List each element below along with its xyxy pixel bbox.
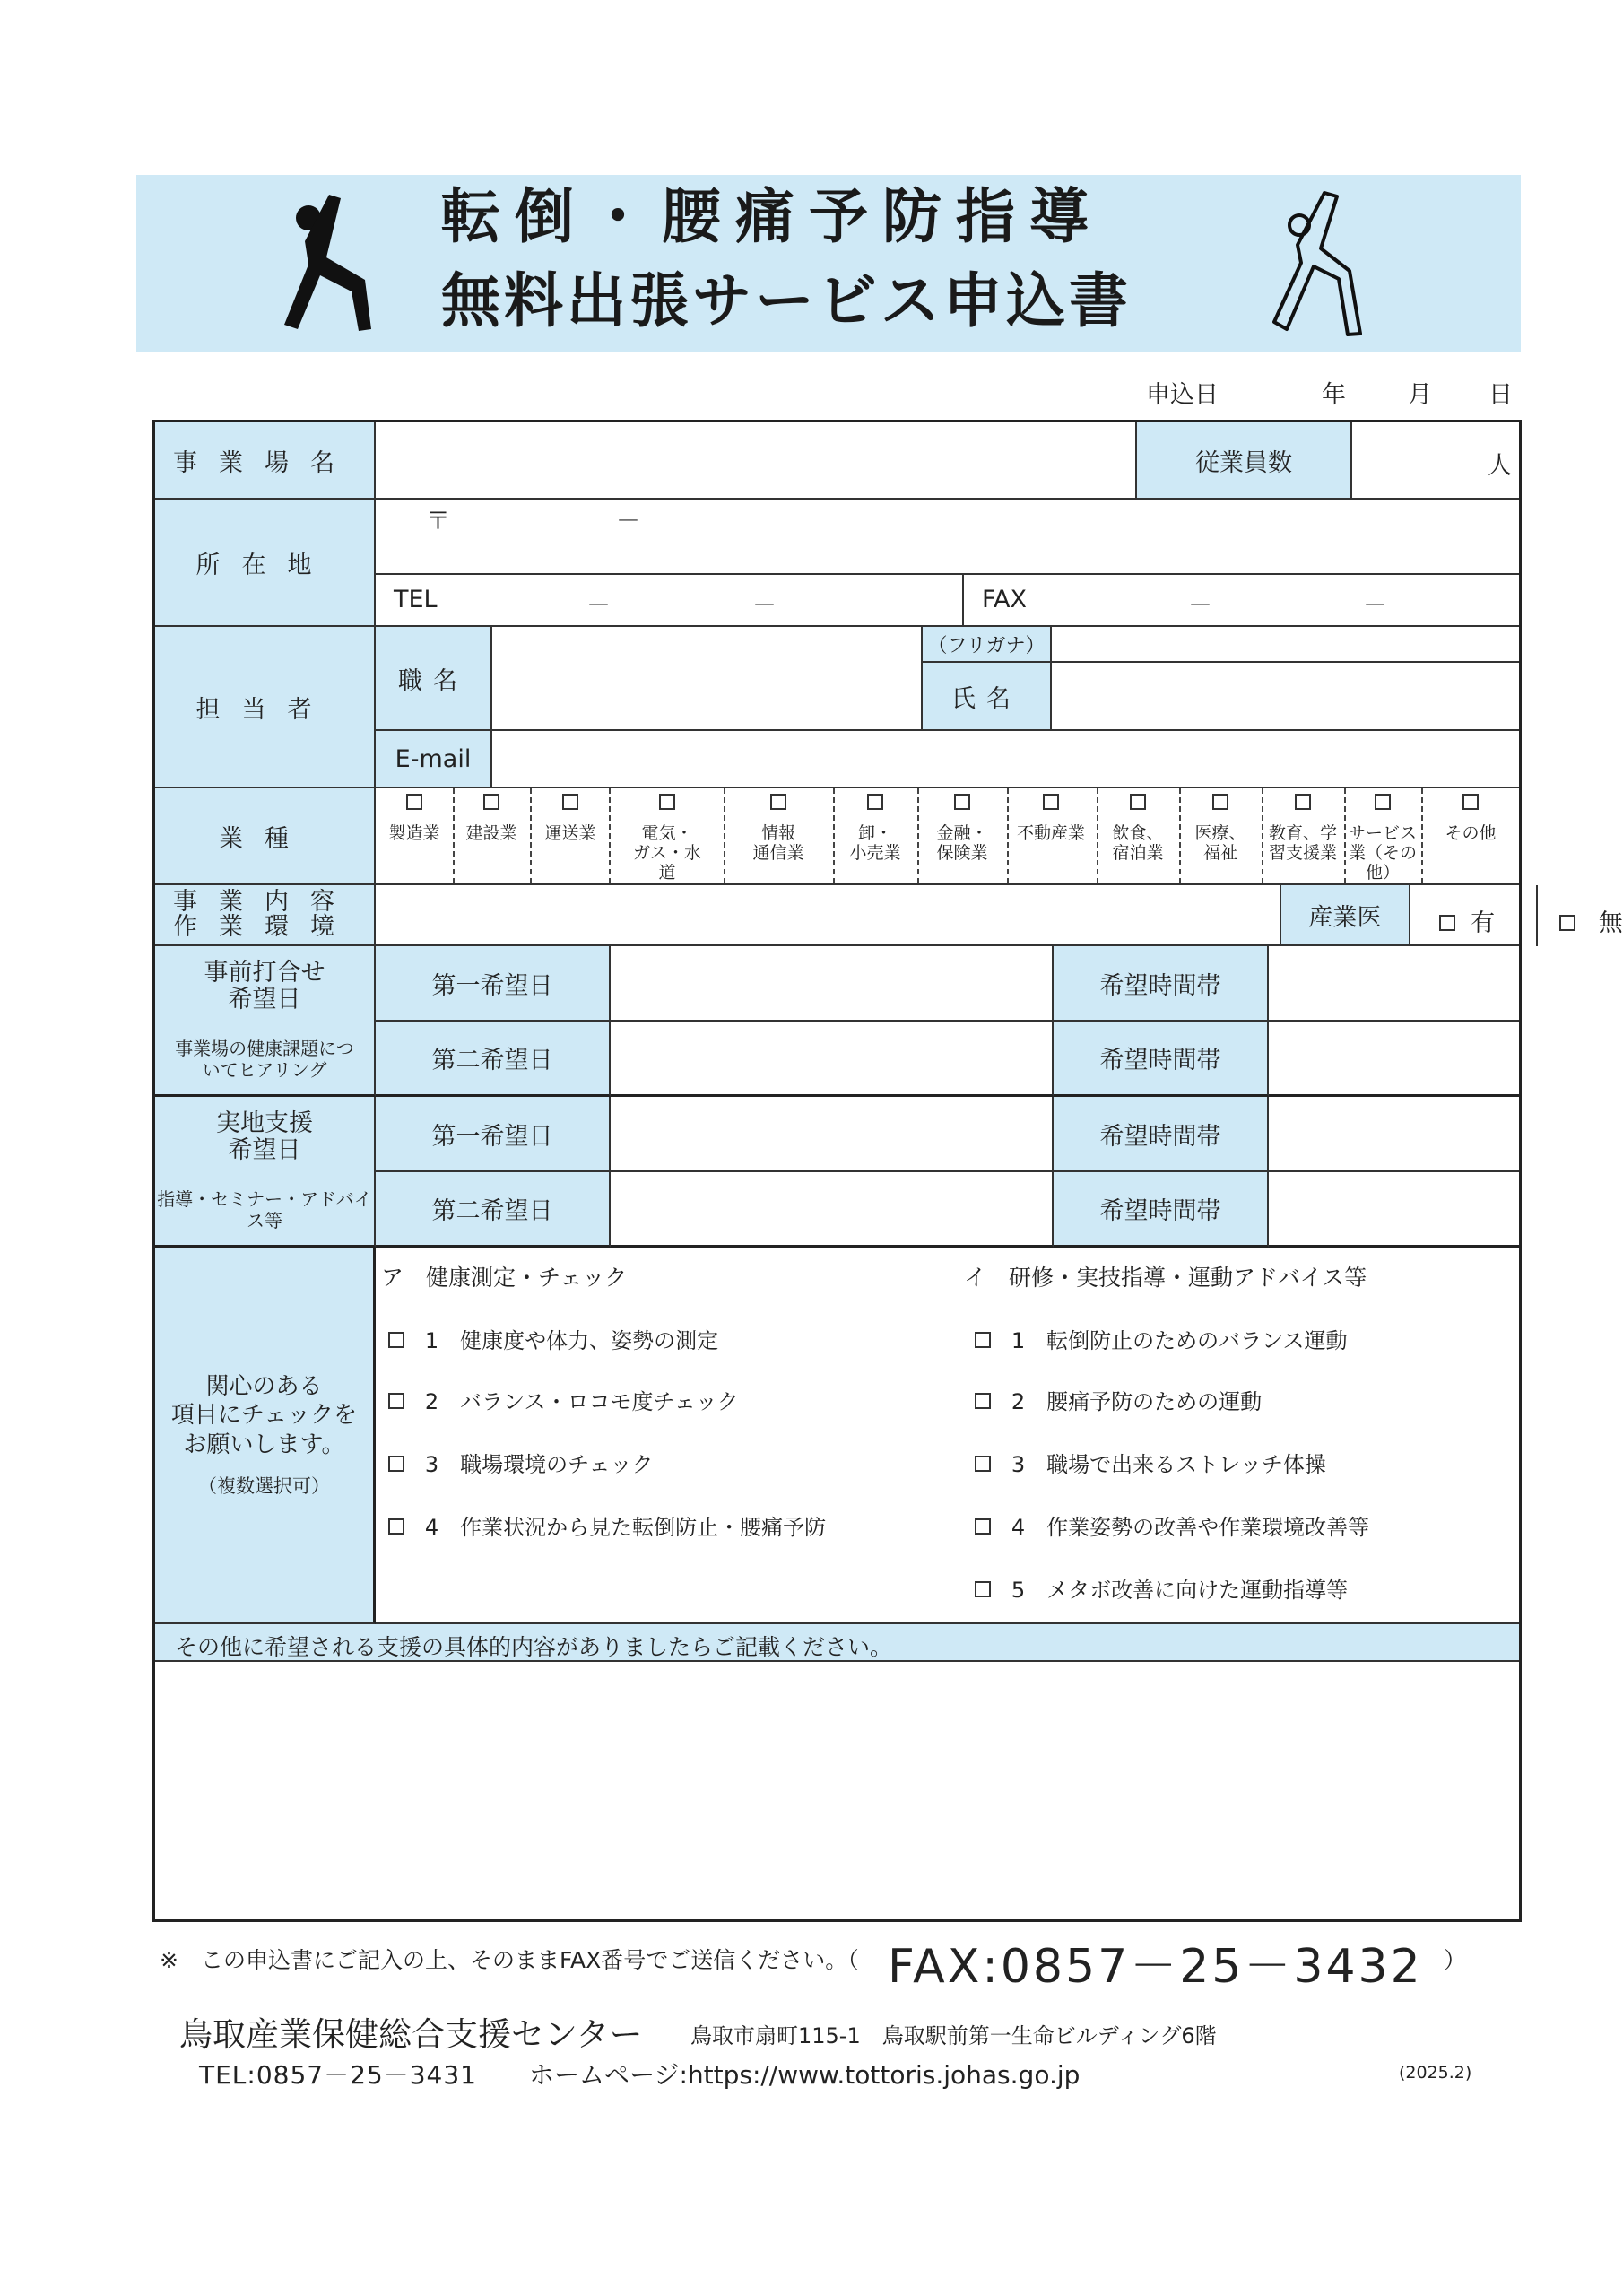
interest-items-area	[376, 1248, 1519, 1624]
pre-meeting-first-choice-label: 第一希望日	[376, 946, 611, 1022]
checkbox[interactable]	[867, 794, 883, 810]
industry-option-medical[interactable]: 医療、 福祉	[1180, 794, 1261, 864]
checkbox[interactable]	[388, 1332, 404, 1348]
other-request-header: その他に希望される支援の具体的内容がありましたらご記載ください。	[155, 1624, 1519, 1662]
industry-option-construction[interactable]: 建設業	[451, 794, 532, 844]
group-b-item-1[interactable]: 1 転倒防止のためのバランス運動	[975, 1323, 1347, 1354]
tel-dash-2: －	[752, 592, 777, 620]
contact-person-label: 担当者	[155, 627, 376, 788]
business-content-label: 事業内容 作業環境	[155, 885, 376, 946]
onsite-second-time-field[interactable]	[1269, 1172, 1519, 1248]
industry-option-utilities[interactable]: 電気・ ガス・水道	[627, 794, 707, 883]
industrial-doctor-label: 産業医	[1281, 885, 1410, 946]
pre-meeting-first-time-field[interactable]	[1269, 946, 1519, 1022]
industry-option-finance[interactable]: 金融・ 保険業	[922, 794, 1002, 864]
pre-meeting-second-time-label: 希望時間帯	[1054, 1022, 1269, 1097]
organization-name: 鳥取産業保健総合支援センター	[179, 2015, 643, 2054]
checkbox[interactable]	[388, 1518, 404, 1535]
industry-option-other[interactable]: その他	[1430, 794, 1511, 844]
group-b-item-4[interactable]: 4 作業姿勢の改善や作業環境改善等	[975, 1509, 1369, 1541]
group-b-item-3[interactable]: 3 職場で出来るストレッチ体操	[975, 1447, 1326, 1478]
checkbox[interactable]	[1559, 915, 1575, 931]
onsite-second-time-label: 希望時間帯	[1054, 1172, 1269, 1248]
title-banner	[136, 175, 1521, 352]
industry-option-hospitality[interactable]: 飲食、 宿泊業	[1098, 794, 1178, 864]
date-month-label: 月	[1408, 381, 1432, 409]
checkbox[interactable]	[975, 1581, 991, 1597]
group-a-item-3[interactable]: 3 職場環境のチェック	[388, 1447, 653, 1478]
postal-dash: －	[616, 508, 640, 535]
date-year-label: 年	[1322, 381, 1346, 409]
checkbox[interactable]	[659, 794, 675, 810]
application-date-label: 申込日	[1146, 381, 1219, 409]
group-a-item-4[interactable]: 4 作業状況から見た転倒防止・腰痛予防	[388, 1509, 826, 1541]
fax-number: FAX:0857－25－3432	[888, 1940, 1423, 1994]
employees-field[interactable]	[1352, 422, 1519, 500]
fax-field[interactable]	[964, 575, 1519, 627]
onsite-second-choice-label: 第二希望日	[376, 1172, 611, 1248]
checkbox[interactable]	[975, 1518, 991, 1535]
organization-address: 鳥取市扇町115-1 鳥取駅前第一生命ビルディング6階	[690, 2023, 1217, 2048]
checkbox[interactable]	[1212, 794, 1228, 810]
industry-option-information[interactable]: 情報 通信業	[738, 794, 819, 864]
group-a-item-1[interactable]: 1 健康度や体力、姿勢の測定	[388, 1323, 718, 1354]
checkbox[interactable]	[770, 794, 786, 810]
industry-option-transport[interactable]: 運送業	[530, 794, 611, 844]
furigana-label: （フリガナ）	[923, 627, 1052, 663]
pre-meeting-first-choice-field[interactable]	[611, 946, 1054, 1022]
tel-dash-1: －	[586, 592, 611, 620]
organization-tel: TEL:0857－25－3431	[199, 2060, 477, 2090]
business-name-field[interactable]	[376, 422, 1137, 500]
industry-option-education[interactable]: 教育、学 習支援業	[1263, 794, 1343, 864]
pre-meeting-label: 事前打合せ 希望日 事業場の健康課題につ いてヒアリング	[155, 946, 376, 1097]
checkbox[interactable]	[975, 1456, 991, 1472]
furigana-field[interactable]	[1052, 627, 1519, 663]
fax-label: FAX	[982, 586, 1028, 613]
group-b-item-2[interactable]: 2 腰痛予防のための運動	[975, 1384, 1262, 1415]
onsite-first-choice-label: 第一希望日	[376, 1097, 611, 1172]
business-content-field[interactable]	[376, 885, 1281, 946]
title-line-2: 無料出張サービス申込書	[441, 266, 1132, 335]
onsite-first-time-label: 希望時間帯	[1054, 1097, 1269, 1172]
job-title-label: 職名	[376, 627, 492, 731]
fax-note-close: ）	[1444, 1947, 1467, 1973]
group-b-title: イ 研修・実技指導・運動アドバイス等	[964, 1265, 1367, 1291]
address-label: 所在地	[155, 500, 376, 627]
checkbox[interactable]	[1462, 794, 1479, 810]
pre-meeting-second-choice-field[interactable]	[611, 1022, 1054, 1097]
employees-label: 従業員数	[1137, 422, 1352, 500]
onsite-support-label: 実地支援 希望日 指導・セミナー・アドバイ ス等	[155, 1097, 376, 1248]
interest-items-label: 関心のある 項目にチェックを お願いします。 （複数選択可）	[155, 1248, 376, 1624]
exercising-person-silhouette-icon	[280, 186, 387, 338]
industry-option-services[interactable]: サービス 業（その 他）	[1342, 794, 1423, 883]
title-line-1: 転倒・腰痛予防指導	[441, 182, 1103, 251]
doctor-no-option[interactable]: 無	[1559, 903, 1623, 938]
checkbox[interactable]	[1439, 915, 1455, 931]
pre-meeting-second-choice-label: 第二希望日	[376, 1022, 611, 1097]
stretching-person-outline-icon	[1262, 186, 1387, 343]
fax-dash-2: －	[1363, 592, 1387, 620]
homepage-link[interactable]: ホームページ:https://www.tottoris.johas.go.jp	[529, 2060, 1081, 2090]
version-label: (2025.2)	[1399, 2063, 1472, 2083]
industry-option-retail[interactable]: 卸・ 小売業	[835, 794, 916, 864]
industry-option-real-estate[interactable]: 不動産業	[1011, 794, 1091, 844]
other-request-field[interactable]	[155, 1662, 1519, 1919]
email-field[interactable]	[492, 731, 1519, 788]
checkbox[interactable]	[1130, 794, 1146, 810]
checkbox[interactable]	[1295, 794, 1311, 810]
email-label: E-mail	[376, 731, 492, 788]
onsite-first-time-field[interactable]	[1269, 1097, 1519, 1172]
industry-option-manufacturing[interactable]: 製造業	[374, 794, 455, 844]
onsite-second-choice-field[interactable]	[611, 1172, 1054, 1248]
employees-unit: 人	[1488, 452, 1512, 480]
address-field[interactable]	[376, 500, 1519, 575]
checkbox[interactable]	[1375, 794, 1391, 810]
tel-field[interactable]	[376, 575, 964, 627]
checkbox[interactable]	[388, 1456, 404, 1472]
checkbox[interactable]	[406, 794, 422, 810]
industry-options	[376, 788, 1519, 885]
checkbox[interactable]	[975, 1393, 991, 1409]
checkbox[interactable]	[483, 794, 499, 810]
name-label: 氏名	[923, 663, 1052, 731]
postal-mark: 〒	[426, 508, 450, 535]
pre-meeting-second-time-field[interactable]	[1269, 1022, 1519, 1097]
business-name-label: 事業場名	[155, 422, 376, 500]
fax-dash-1: －	[1188, 592, 1212, 620]
industry-label: 業種	[155, 788, 376, 885]
date-day-label: 日	[1488, 381, 1513, 409]
tel-label: TEL	[394, 586, 438, 613]
fax-instruction-note: ※ この申込書にご記入の上、そのままFAX番号でご送信ください。（	[160, 1947, 859, 1973]
checkbox[interactable]	[388, 1393, 404, 1409]
checkbox[interactable]	[975, 1332, 991, 1348]
checkbox[interactable]	[954, 794, 970, 810]
application-form	[152, 420, 1623, 1922]
checkbox[interactable]	[562, 794, 578, 810]
doctor-yes-option[interactable]: 有	[1439, 903, 1495, 938]
checkbox[interactable]	[1043, 794, 1059, 810]
name-field[interactable]	[1052, 663, 1519, 731]
group-a-item-2[interactable]: 2 バランス・ロコモ度チェック	[388, 1384, 739, 1415]
group-a-title: ア 健康測定・チェック	[381, 1265, 628, 1291]
job-title-field[interactable]	[492, 627, 923, 731]
onsite-first-choice-field[interactable]	[611, 1097, 1054, 1172]
pre-meeting-first-time-label: 希望時間帯	[1054, 946, 1269, 1022]
group-b-item-5[interactable]: 5 メタボ改善に向けた運動指導等	[975, 1572, 1348, 1604]
